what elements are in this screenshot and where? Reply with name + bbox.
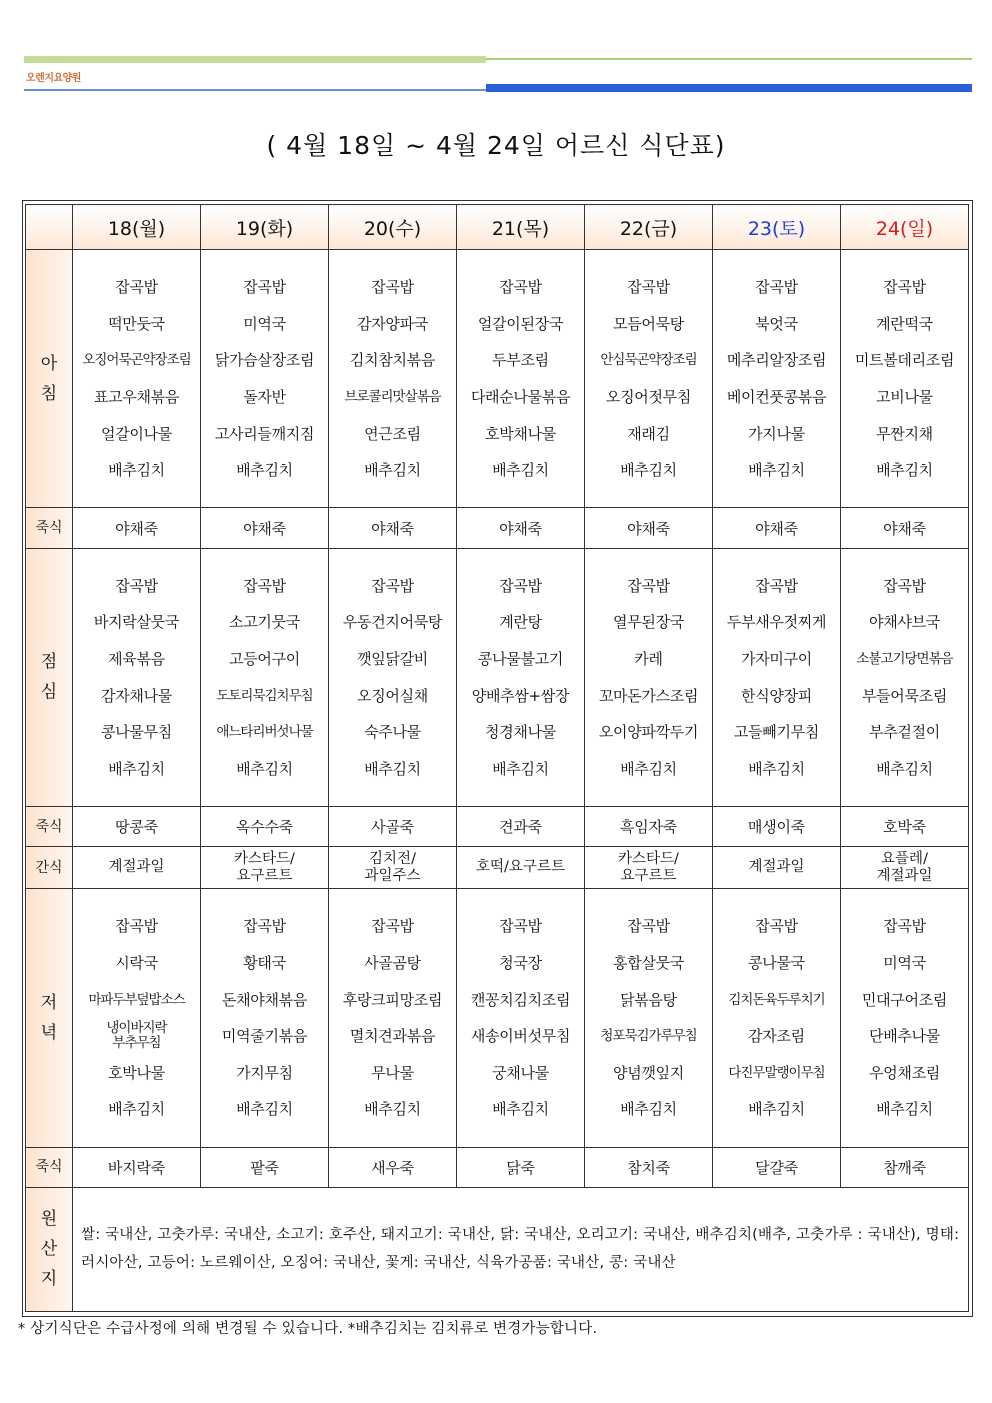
snack-line: 과일주스	[364, 867, 421, 884]
menu-item: 가자미구이	[741, 649, 812, 668]
page-title: ( 4월 18일 ~ 4월 24일 어르신 식단표)	[266, 131, 726, 160]
porridge_morning-cell: 야채죽	[841, 508, 969, 548]
snack-line: 요구르트	[620, 867, 677, 884]
menu-item: 배추김치	[876, 461, 933, 480]
snack-cell	[73, 847, 201, 889]
breakfast-day-cell	[329, 250, 457, 508]
porridge_dinner-cell: 팥죽	[201, 1147, 329, 1187]
menu-item: 김치돈육두루치기	[728, 991, 825, 1008]
menu-item: 떡만둣국	[108, 314, 165, 333]
menu-item: 배추김치	[492, 1100, 549, 1119]
menu-item: 재래김	[627, 424, 670, 443]
section-label-char: 아	[40, 353, 58, 374]
breakfast-day-cell	[841, 250, 969, 508]
section-label	[26, 548, 73, 806]
menu-item: 계란탕	[499, 613, 542, 632]
menu-item: 배추김치	[876, 759, 933, 778]
porridge_dinner-cell: 참치죽	[585, 1147, 713, 1187]
porridge_dinner-cell: 새우죽	[329, 1147, 457, 1187]
menu-item: 배추김치	[108, 759, 165, 778]
menu-item: 잡곡밥	[243, 917, 286, 936]
porridge_morning-cell: 야채죽	[329, 508, 457, 548]
menu-item: 잡곡밥	[115, 278, 158, 297]
menu-item: 청국장	[499, 954, 542, 973]
snack-cell	[841, 847, 969, 889]
header-bar-blue	[486, 84, 972, 92]
menu-item: 소불고기당면볶음	[856, 650, 953, 667]
menu-item: 잡곡밥	[115, 576, 158, 595]
snack-line: 계절과일	[748, 859, 805, 876]
origin-row	[26, 1187, 969, 1311]
section-label-char: 침	[40, 383, 58, 404]
day-header: 18(월)	[73, 205, 201, 250]
menu-item: 오이양파깍두기	[598, 723, 699, 742]
day-header: 21(목)	[457, 205, 585, 250]
menu-item: 김치참치볶음	[349, 351, 436, 370]
porridge_lunch-row	[26, 807, 969, 847]
dinner-day-cell	[841, 889, 969, 1147]
menu-item: 고등어구이	[229, 649, 300, 668]
menu-item: 다래순나물볶음	[470, 388, 571, 407]
dinner-day-cell	[329, 889, 457, 1147]
porridge_lunch-cell: 호박죽	[841, 807, 969, 847]
menu-item: 미트볼데리조림	[854, 351, 955, 370]
header-bar-green	[24, 56, 486, 63]
snack-cell	[329, 847, 457, 889]
lunch-day-cell	[329, 548, 457, 806]
section-label	[26, 1187, 73, 1311]
menu-item: 배추김치	[620, 461, 677, 480]
menu-item: 다진무말랭이무침	[728, 1064, 825, 1081]
menu-item: 시락국	[115, 954, 158, 973]
menu-item: 잡곡밥	[499, 917, 542, 936]
menu-item: 야채샤브국	[869, 613, 940, 632]
menu-item: 콩나물무침	[101, 723, 172, 742]
menu-item: 가지나물	[748, 424, 805, 443]
lunch-day-cell	[73, 548, 201, 806]
menu-item	[73, 1018, 200, 1055]
section-label-char: 지	[40, 1269, 58, 1290]
snack-line: 요플레/	[881, 850, 928, 867]
dinner-day-cell	[201, 889, 329, 1147]
snack-line: 요구르트	[236, 867, 293, 884]
dinner-day-cell	[585, 889, 713, 1147]
menu-item: 무짠지채	[876, 424, 933, 443]
menu-item: 콩나물불고기	[477, 649, 564, 668]
lunch-day-cell	[457, 548, 585, 806]
menu-item: 배추김치	[620, 759, 677, 778]
menu-item: 민대구어조림	[861, 990, 948, 1009]
breakfast-day-cell	[73, 250, 201, 508]
menu-item: 계란떡국	[876, 314, 933, 333]
snack-line: 계절과일	[876, 867, 933, 884]
menu-item: 배추김치	[364, 759, 421, 778]
menu-item: 마파두부덮밥소스	[88, 991, 185, 1008]
menu-item: 두부조림	[492, 351, 549, 370]
dinner-row	[26, 889, 969, 1147]
porridge_dinner-cell: 바지락죽	[73, 1147, 201, 1187]
menu-item: 고들빼기무침	[733, 723, 820, 742]
menu-item: 잡곡밥	[115, 917, 158, 936]
menu-item: 메추리알장조림	[726, 351, 827, 370]
menu-item: 궁채나물	[492, 1063, 549, 1082]
menu-item: 잡곡밥	[883, 576, 926, 595]
porridge_dinner-row	[26, 1147, 969, 1187]
porridge_morning-cell: 야채죽	[73, 508, 201, 548]
snack-line: 카스타드/	[234, 850, 295, 867]
menu-item: 깻잎닭갈비	[357, 649, 428, 668]
corner-cell	[26, 205, 73, 250]
porridge_lunch-cell: 사골죽	[329, 807, 457, 847]
menu-item: 배추김치	[236, 759, 293, 778]
section-label	[26, 889, 73, 1147]
menu-item: 청포묵김가루무침	[600, 1028, 697, 1045]
menu-item: 배추김치	[364, 461, 421, 480]
menu-item: 콩나물국	[748, 954, 805, 973]
menu-item-line: 냉이바지락	[106, 1020, 167, 1037]
menu-item: 잡곡밥	[371, 917, 414, 936]
menu-item: 배추김치	[108, 461, 165, 480]
menu-item: 호박채나물	[485, 424, 556, 443]
menu-item: 우동건지어묵탕	[342, 613, 443, 632]
menu-item: 감자조림	[748, 1027, 805, 1046]
menu-item: 고비나물	[876, 388, 933, 407]
menu-item: 캔꽁치김치조림	[470, 990, 571, 1009]
porridge_dinner-cell: 닭죽	[457, 1147, 585, 1187]
menu-item: 연근조림	[364, 424, 421, 443]
menu-item: 청경채나물	[485, 723, 556, 742]
menu-item: 배추김치	[492, 759, 549, 778]
snack-cell	[713, 847, 841, 889]
menu-item: 잡곡밥	[755, 576, 798, 595]
day-header-row	[26, 205, 969, 250]
snack-line: 카스타드/	[618, 850, 679, 867]
porridge_dinner-cell: 달걀죽	[713, 1147, 841, 1187]
porridge_morning-cell: 야채죽	[585, 508, 713, 548]
porridge_lunch-cell: 땅콩죽	[73, 807, 201, 847]
menu-item: 오징어묵곤약장조림	[82, 352, 191, 369]
menu-item: 배추김치	[876, 1100, 933, 1119]
menu-item: 잡곡밥	[371, 576, 414, 595]
section-label-char: 산	[40, 1239, 58, 1260]
lunch-day-cell	[585, 548, 713, 806]
menu-item: 잡곡밥	[883, 917, 926, 936]
menu-item: 잡곡밥	[243, 576, 286, 595]
lunch-row	[26, 548, 969, 806]
header-line-blue	[24, 89, 486, 91]
section-label-char: 원	[40, 1209, 58, 1230]
menu-item: 소고기뭇국	[229, 613, 300, 632]
menu-item: 베이컨풋콩볶음	[726, 388, 827, 407]
section-label-char: 저	[40, 992, 58, 1013]
menu-item: 고사리들깨지짐	[214, 424, 315, 443]
porridge_lunch-cell: 매생이죽	[713, 807, 841, 847]
menu-item: 한식양장피	[741, 686, 812, 705]
snack-line: 계절과일	[108, 859, 165, 876]
menu-item: 오징어젓무침	[605, 388, 692, 407]
menu-item: 잡곡밥	[627, 576, 670, 595]
menu-item: 잡곡밥	[499, 278, 542, 297]
day-header: 22(금)	[585, 205, 713, 250]
menu-item: 표고우채볶음	[93, 388, 180, 407]
day-header: 24(일)	[841, 205, 969, 250]
porridge_morning-cell: 야채죽	[713, 508, 841, 548]
menu-item: 오징어실채	[357, 686, 428, 705]
menu-item: 부들어묵조림	[861, 686, 948, 705]
menu-item: 배추김치	[748, 461, 805, 480]
menu-item: 미역국	[883, 954, 926, 973]
dinner-day-cell	[713, 889, 841, 1147]
menu-item: 부추겉절이	[869, 723, 940, 742]
snack-cell	[457, 847, 585, 889]
origin-text: 쌀: 국내산, 고춧가루: 국내산, 소고기: 호주산, 돼지고기: 국내산, 닭: 국내산, 오리고기: 국내산, 배추김치(배추, 고춧가루 : 국내산), 명태: 러시아산, 고등어: 노르웨이산, 오징어: 국내산, 꽃게: 국내산, 식육가공품: 국내산, 콩: 국내산	[73, 1187, 969, 1311]
menu-item: 카레	[634, 649, 663, 668]
breakfast-day-cell	[201, 250, 329, 508]
porridge_morning-cell: 야채죽	[201, 508, 329, 548]
menu-item: 잡곡밥	[499, 576, 542, 595]
porridge_morning-row	[26, 508, 969, 548]
menu-item-line: 부추무침	[112, 1035, 161, 1052]
menu-item: 배추김치	[364, 1100, 421, 1119]
menu-item: 감자양파국	[357, 314, 428, 333]
menu-item: 호박나물	[108, 1063, 165, 1082]
menu-item: 배추김치	[236, 461, 293, 480]
menu-item: 멸치견과볶음	[349, 1027, 436, 1046]
menu-item: 양배추쌈+쌈장	[471, 686, 570, 705]
menu-item: 열무된장국	[613, 613, 684, 632]
menu-item: 얼갈이된장국	[477, 314, 564, 333]
menu-item: 애느타리버섯나물	[216, 724, 313, 741]
menu-item: 돈채야채볶음	[221, 990, 308, 1009]
menu-item: 양념깻잎지	[613, 1063, 684, 1082]
menu-item: 브로콜리맛살볶음	[344, 389, 441, 406]
menu-item: 잡곡밥	[755, 917, 798, 936]
menu-item: 감자채나물	[101, 686, 172, 705]
menu-item: 잡곡밥	[243, 278, 286, 297]
day-header: 19(화)	[201, 205, 329, 250]
snack-line: 김치전/	[369, 850, 416, 867]
section-label: 죽식	[26, 1147, 73, 1187]
section-label: 간식	[26, 847, 73, 889]
breakfast-day-cell	[457, 250, 585, 508]
section-label: 죽식	[26, 807, 73, 847]
menu-item: 우엉채조림	[869, 1063, 940, 1082]
menu-table	[25, 204, 969, 1312]
header-line-green	[486, 58, 972, 60]
lunch-day-cell	[841, 548, 969, 806]
menu-item: 숙주나물	[364, 723, 421, 742]
menu-item: 잡곡밥	[627, 278, 670, 297]
menu-item: 잡곡밥	[883, 278, 926, 297]
menu-item: 도토리묵김치무침	[216, 687, 313, 704]
snack-cell	[585, 847, 713, 889]
menu-item: 단배추나물	[869, 1027, 940, 1046]
menu-item: 잡곡밥	[755, 278, 798, 297]
lunch-day-cell	[713, 548, 841, 806]
menu-item: 바지락살뭇국	[93, 613, 180, 632]
porridge_lunch-cell: 흑임자죽	[585, 807, 713, 847]
porridge_morning-cell: 야채죽	[457, 508, 585, 548]
section-label-char: 점	[40, 652, 58, 673]
menu-item: 안심묵곤약장조림	[600, 352, 697, 369]
lunch-day-cell	[201, 548, 329, 806]
menu-item: 배추김치	[236, 1100, 293, 1119]
snack-cell	[201, 847, 329, 889]
org-name: 오렌지요양원	[26, 73, 81, 84]
section-label	[26, 250, 73, 508]
menu-item: 제육볶음	[108, 649, 165, 668]
breakfast-day-cell	[585, 250, 713, 508]
menu-item: 가지무침	[236, 1063, 293, 1082]
menu-item: 후랑크피망조림	[342, 990, 443, 1009]
menu-item: 배추김치	[620, 1100, 677, 1119]
menu-item: 미역줄기볶음	[221, 1027, 308, 1046]
menu-item: 닭가슴살장조림	[214, 351, 315, 370]
menu-item: 홍합살뭇국	[613, 954, 684, 973]
breakfast-day-cell	[713, 250, 841, 508]
snack-line: 호떡/요구르트	[476, 859, 565, 876]
menu-item: 얼갈이나물	[101, 424, 172, 443]
section-label-char: 녁	[40, 1022, 58, 1043]
day-header: 23(토)	[713, 205, 841, 250]
day-header: 20(수)	[329, 205, 457, 250]
porridge_dinner-cell: 참깨죽	[841, 1147, 969, 1187]
porridge_lunch-cell: 옥수수죽	[201, 807, 329, 847]
menu-item: 배추김치	[492, 461, 549, 480]
section-label: 죽식	[26, 508, 73, 548]
menu-item: 무나물	[371, 1063, 414, 1082]
dinner-day-cell	[457, 889, 585, 1147]
menu-item: 배추김치	[748, 759, 805, 778]
menu-item: 북엇국	[755, 314, 798, 333]
menu-item: 새송이버섯무침	[470, 1027, 571, 1046]
footnote: * 상기식단은 수급사정에 의해 변경될 수 있습니다. *배추김치는 김치류로 변경가능합니다.	[18, 1321, 598, 1337]
menu-item: 배추김치	[748, 1100, 805, 1119]
porridge_lunch-cell: 견과죽	[457, 807, 585, 847]
section-label-char: 심	[40, 682, 58, 703]
breakfast-row	[26, 250, 969, 508]
menu-item: 돌자반	[243, 388, 286, 407]
menu-item: 배추김치	[108, 1100, 165, 1119]
dinner-day-cell	[73, 889, 201, 1147]
menu-item: 꼬마돈가스조림	[598, 686, 699, 705]
menu-item: 닭볶음탕	[620, 990, 677, 1009]
menu-item: 잡곡밥	[627, 917, 670, 936]
menu-item: 사골곰탕	[364, 954, 421, 973]
snack-row	[26, 847, 969, 889]
menu-item: 미역국	[243, 314, 286, 333]
menu-item: 잡곡밥	[371, 278, 414, 297]
menu-item: 황태국	[243, 954, 286, 973]
menu-item: 두부새우젓찌게	[726, 613, 827, 632]
menu-item: 모듬어묵탕	[613, 314, 684, 333]
